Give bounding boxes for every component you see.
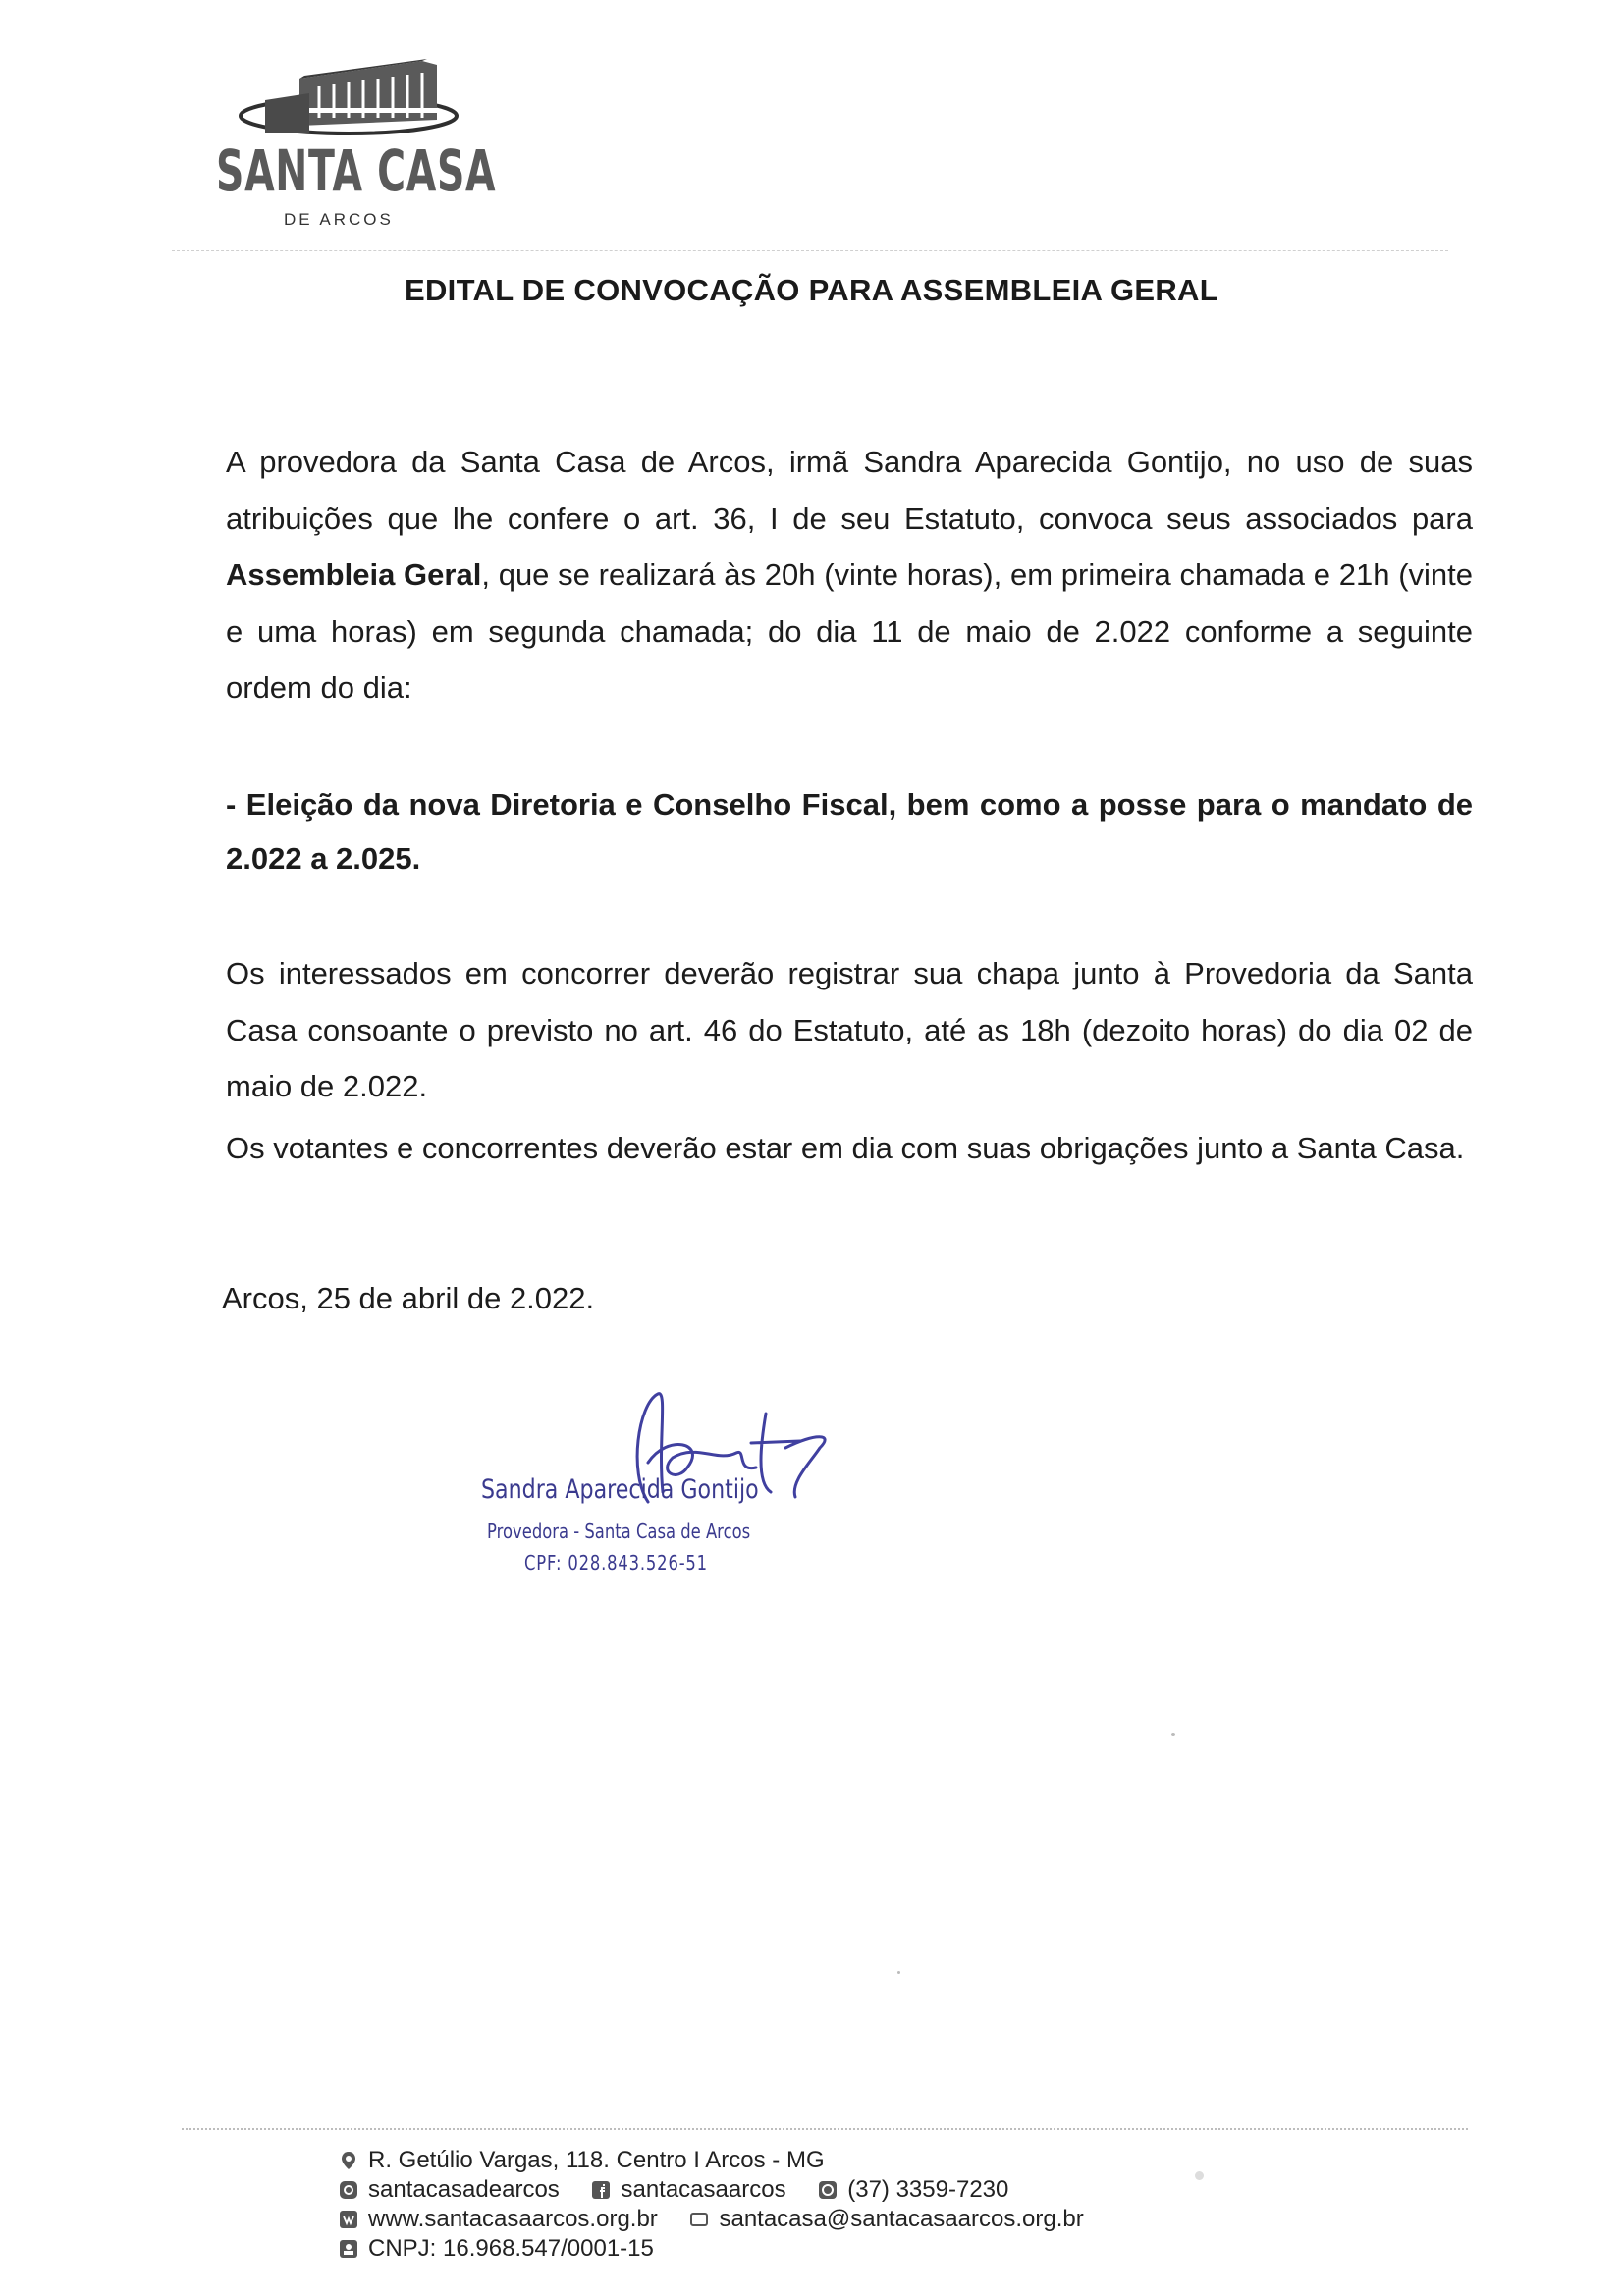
p1-text-a: A provedora da Santa Casa de Arcos, irmã Sandra Aparecida Gontijo, no uso de suas atribuições que lhe confere o art. 36, I de seu Estatuto, convoca seus associados para xyxy=(226,445,1473,536)
document-date: Arcos, 25 de abril de 2.022. xyxy=(222,1281,595,1315)
letterhead-logo xyxy=(196,39,497,236)
agenda-item: - Eleição da nova Diretoria e Conselho Fiscal, bem como a posse para o mandato de 2.022 a 2.025. xyxy=(226,787,1473,876)
paragraph-convocation xyxy=(226,434,1473,717)
footer-divider xyxy=(182,2128,1468,2130)
footer-facebook[interactable]: santacasaarcos xyxy=(621,2176,786,2203)
document-title: EDITAL DE CONVOCAÇÃO PARA ASSEMBLEIA GERAL xyxy=(405,273,1218,307)
logo-name: SANTA CASA xyxy=(216,137,497,204)
paragraph-candidates: Os interessados em concorrer deverão registrar sua chapa junto à Provedoria da Santa Casa consoante o previsto no art. 46 do Estatuto, até as 18h (dezoito horas) do dia 02 de maio de 2.022. xyxy=(226,956,1473,1103)
whatsapp-icon xyxy=(818,2180,838,2200)
instagram-icon xyxy=(339,2180,358,2200)
footer-email[interactable]: santacasa@santacasaarcos.org.br xyxy=(719,2206,1084,2232)
footer-address: R. Getúlio Vargas, 118. Centro I Arcos - MG xyxy=(368,2147,825,2173)
footer-contacts xyxy=(339,2146,1084,2264)
id-card-icon xyxy=(339,2239,358,2259)
footer-website[interactable]: www.santacasaarcos.org.br xyxy=(368,2206,658,2232)
header-divider xyxy=(172,250,1448,251)
web-icon xyxy=(339,2210,358,2229)
facebook-icon xyxy=(591,2180,611,2200)
location-icon xyxy=(339,2151,358,2170)
signatory-role: Provedora - Santa Casa de Arcos xyxy=(487,1520,751,1543)
p1-text-b: , que se realizará às 20h (vinte horas), em primeira chamada e 21h (vinte e uma horas) em segunda chamada; do dia 11 de maio de 2.022 conforme a seguinte ordem do dia: xyxy=(226,558,1474,705)
footer-cnpj: CNPJ: 16.968.547/0001-15 xyxy=(368,2235,654,2262)
footer-phone[interactable]: (37) 3359-7230 xyxy=(847,2176,1009,2203)
email-icon xyxy=(689,2210,709,2229)
hospital-building-icon xyxy=(226,39,471,147)
logo-subtitle: DE ARCOS xyxy=(284,210,394,229)
signatory-name: Sandra Aparecida Gontijo xyxy=(481,1474,759,1505)
footer-instagram[interactable]: santacasadearcos xyxy=(368,2176,560,2203)
signatory-cpf: CPF: 028.843.526-51 xyxy=(524,1551,708,1575)
paragraph-voters: Os votantes e concorrentes deverão estar em dia com suas obrigações junto a Santa Casa. xyxy=(226,1131,1465,1165)
p1-bold: Assembleia Geral xyxy=(226,558,482,592)
signature-block xyxy=(481,1374,854,1580)
